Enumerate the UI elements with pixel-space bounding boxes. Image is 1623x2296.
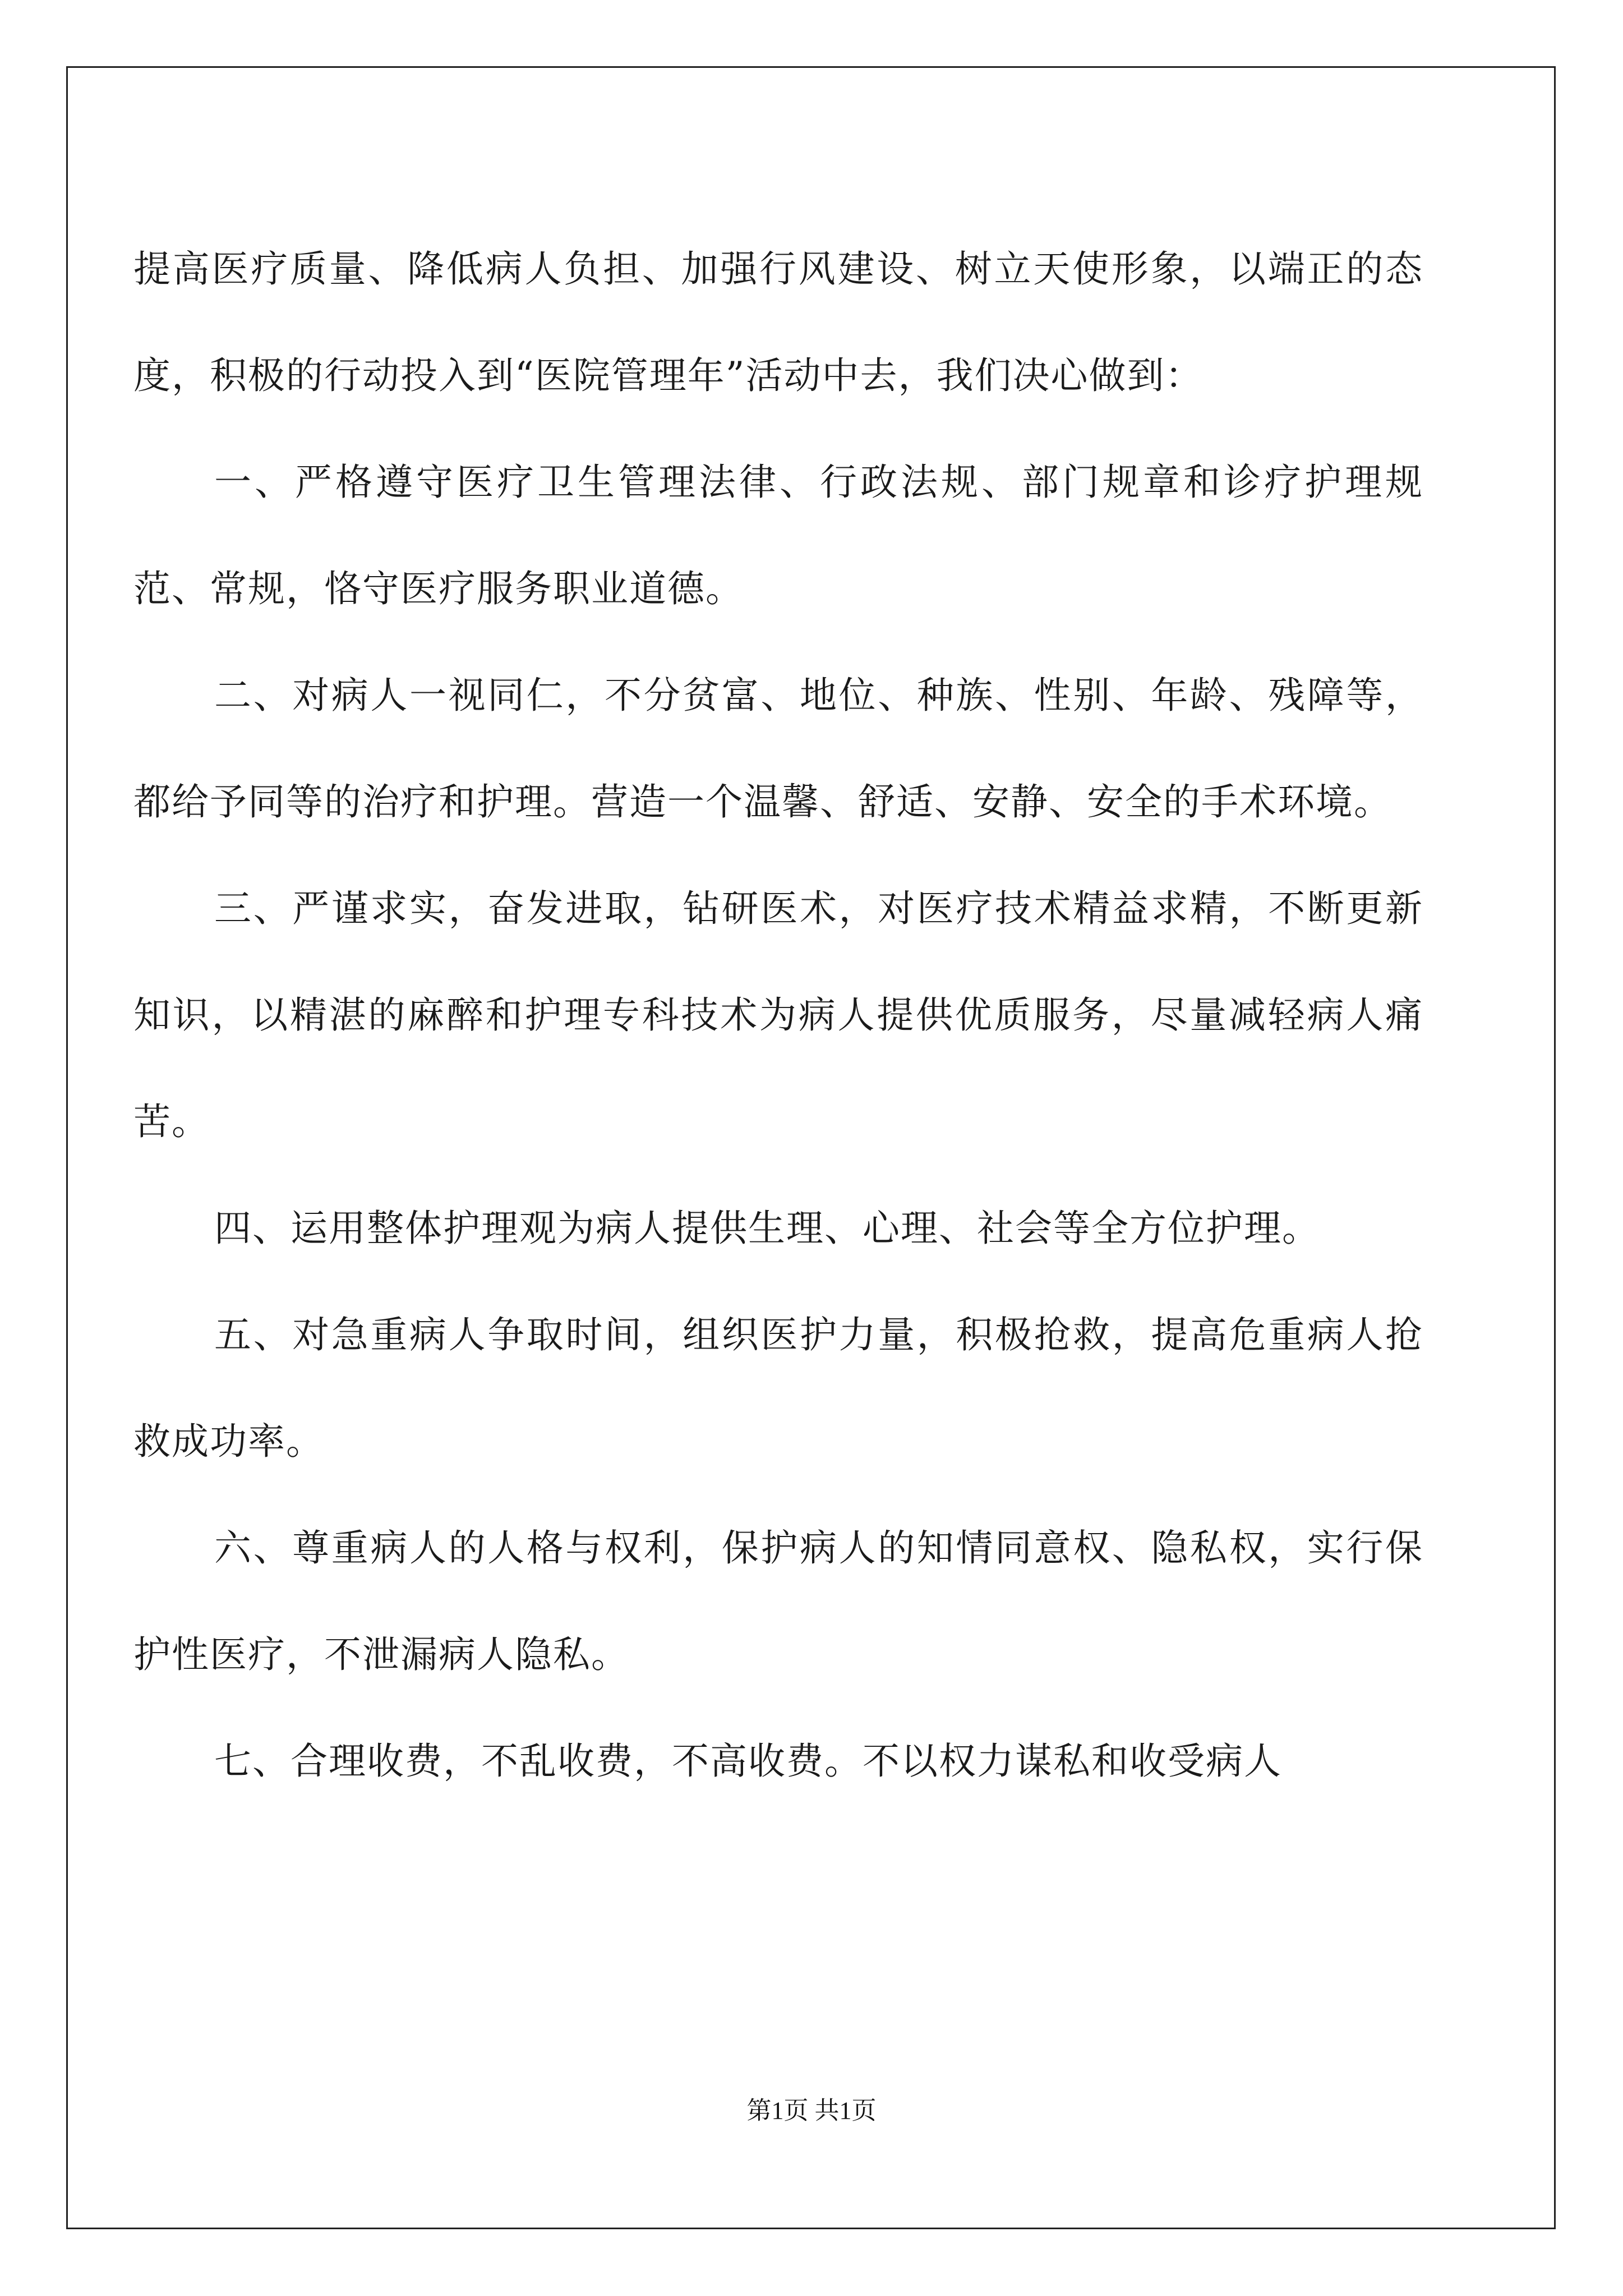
paragraph-item-1: 一、严格遵守医疗卫生管理法律、行政法规、部门规章和诊疗护理规范、常规，恪守医疗服务职业道德。 [133,461,1423,610]
paragraph-item-3: 三、严谨求实，奋发进取，钻研医术，对医疗技术精益求精，不断更新知识，以精湛的麻醉和护理专科技术为病人提供优质服务，尽量减轻病人痛苦。 [133,887,1423,1143]
paragraph-item-5: 五、对急重病人争取时间，组织医护力量，积极抢救，提高危重病人抢救成功率。 [133,1313,1423,1463]
paragraph-intro: 提高医疗质量、降低病人负担、加强行风建设、树立天使形象，以端正的态度，积极的行动投入到“医院管理年”活动中去，我们决心做到： [133,247,1423,397]
paragraph-item-4: 四、运用整体护理观为病人提供生理、心理、社会等全方位护理。 [214,1207,1320,1250]
document-body [133,216,1423,1815]
paragraph-item-6: 六、尊重病人的人格与权利，保护病人的知情同意权、隐私权，实行保护性医疗，不泄漏病人隐私。 [133,1526,1423,1676]
paragraph-item-7: 七、合理收费，不乱收费，不高收费。不以权力谋私和收受病人 [214,1740,1282,1783]
page-number-footer: 第1页 共1页 [746,2097,877,2124]
paragraph-item-2: 二、对病人一视同仁，不分贫富、地位、种族、性别、年龄、残障等，都给予同等的治疗和护理。营造一个温馨、舒适、安静、安全的手术环境。 [133,674,1423,823]
